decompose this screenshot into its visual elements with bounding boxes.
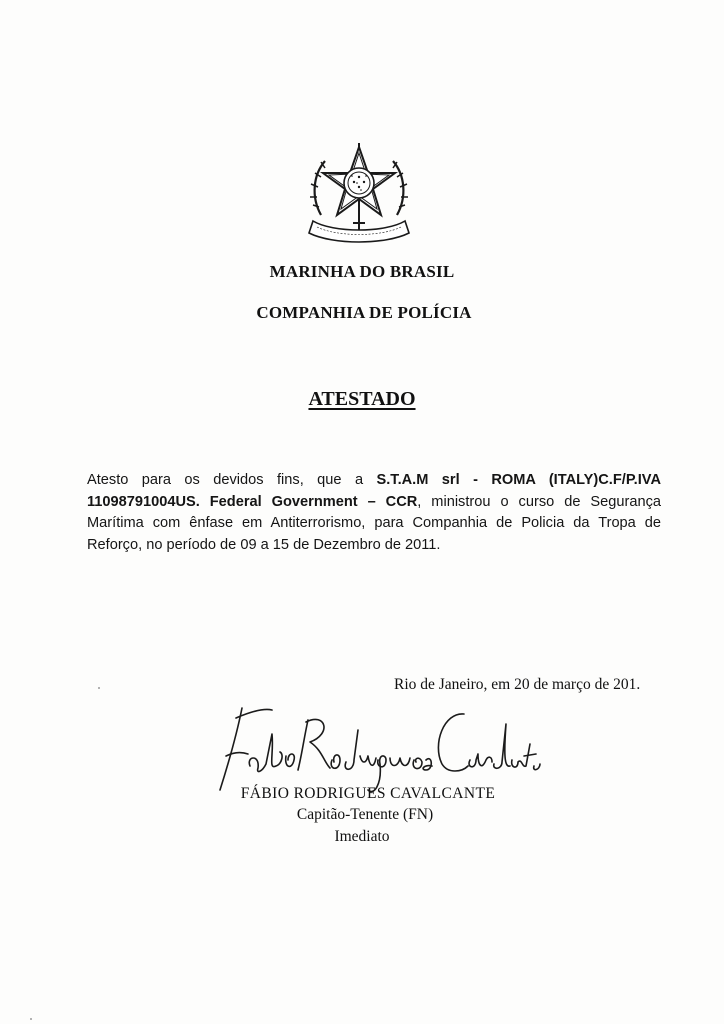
organization-unit: COMPANHIA DE POLÍCIA [256,303,472,322]
date-line: Rio de Janeiro, em 20 de março de 201. [394,676,641,693]
organization-name: MARINHA DO BRASIL [269,262,455,281]
body-rest: , ministrou o curso de Segurança Marítima com ênfase em Antiterrorismo, para Companhia de Policia da Tropa de Reforço, no período de 09 a 15 de Dezembro de 2011. [87,493,661,553]
paper-speck [30,1018,32,1020]
company-name: S.T.A.M srl - ROMA (ITALY)C.F/P.IVA 11098791004US. Federal Government – CCR [87,472,661,510]
signer-role: Imediato [334,828,390,845]
certificate-body [87,470,661,556]
document-title: ATESTADO [308,388,416,410]
body-intro: Atesto para os devidos fins, que a [87,472,377,488]
signer-rank: Capitão-Tenente (FN) [296,806,434,823]
signer-name: FÁBIO RODRIGUES CAVALCANTE [240,785,496,802]
paper-speck [98,687,100,689]
brazil-coat-of-arms-icon [303,137,415,249]
